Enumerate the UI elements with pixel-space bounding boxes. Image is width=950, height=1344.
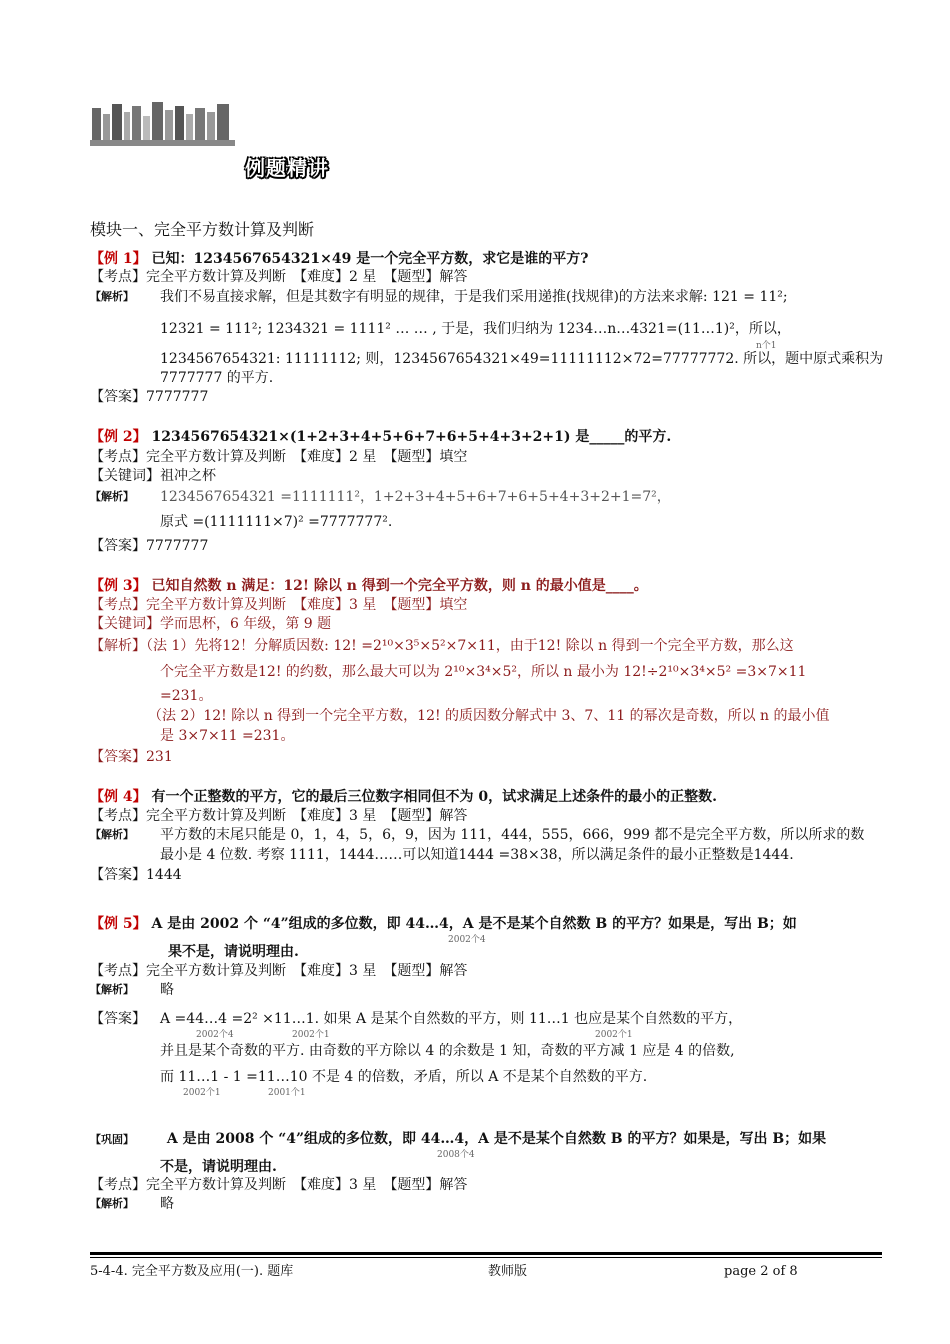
- footer-rule: [90, 1252, 882, 1255]
- consolidation-text: A 是由 2008 个 “4”组成的多位数，即 44…4，A 是不是某个自然数 B 的平方？如果是，写出 B；如果: [166, 1131, 827, 1147]
- example-4-meta: 【考点】完全平方数计算及判断 【难度】3 星 【题型】解答: [90, 808, 468, 824]
- example-2-jiexi-label: 【解析】: [90, 490, 134, 503]
- example-2-label: 【例 2】: [90, 429, 147, 445]
- example-5-answer-1: A =44…4 =2² ×11…1. 如果 A 是某个自然数的平方，则 11…1 也应是某个自然数的平方，: [160, 1011, 743, 1027]
- example-5-answer-2: 并且是某个奇数的平方. 由奇数的平方除以 4 的余数是 1 知，奇数的平方减 1 应是 4 的倍数,: [160, 1043, 735, 1059]
- example-1-solution-4: 7777777 的平方.: [160, 370, 274, 386]
- example-5-answer-1-sub-c: 2002个1: [595, 1030, 633, 1040]
- example-2-answer: 【答案】7777777: [90, 538, 209, 554]
- example-5-solution: 略: [160, 982, 174, 998]
- example-5-answer-1-sub-a: 2002个4: [196, 1030, 234, 1040]
- example-5-question-2: 果不是，请说明理由.: [168, 944, 299, 960]
- consolidation-label: 【巩固】: [90, 1133, 134, 1146]
- example-3-solution-2: 个完全平方数是12! 的约数，那么最大可以为 2¹⁰×3⁴×5²，所以 n 最小为 12!÷2¹⁰×3⁴×5² =3×7×11: [160, 664, 807, 680]
- section-title: 例题精讲: [245, 156, 329, 180]
- example-1-question: [90, 250, 588, 268]
- example-5-meta: 【考点】完全平方数计算及判断 【难度】3 星 【题型】解答: [90, 963, 468, 979]
- consolidation-solution: 略: [160, 1196, 174, 1212]
- consolidation-jiexi-label: 【解析】: [90, 1197, 134, 1210]
- footer-page: page 2 of 8: [724, 1264, 798, 1279]
- example-3-keyword: 【关键词】学而思杯，6 年级，第 9 题: [90, 616, 332, 632]
- example-3-solution-1: 【解析】（法 1）先将12！分解质因数: 12! =2¹⁰×3⁵×5²×7×11，由于12! 除以 n 得到一个完全平方数，那么这: [90, 638, 794, 654]
- consolidation-meta: 【考点】完全平方数计算及判断 【难度】3 星 【题型】解答: [90, 1177, 468, 1193]
- example-3-solution-3: =231。: [160, 688, 213, 704]
- example-3-text: 已知自然数 n 满足：12! 除以 n 得到一个完全平方数，则 n 的最小值是____。: [151, 578, 648, 594]
- example-5-answer-3-sub-b: 2001个1: [268, 1088, 306, 1098]
- consolidation-question-2: 不是，请说明理由.: [160, 1159, 277, 1175]
- example-5-text: A 是由 2002 个 “4”组成的多位数，即 44…4，A 是不是某个自然数 B 的平方？如果是，写出 B；如: [151, 916, 797, 932]
- example-5-answer-label: 【答案】: [90, 1011, 146, 1027]
- example-5-question-1: [90, 915, 797, 933]
- example-5-answer-1-sub-b: 2002个1: [292, 1030, 330, 1040]
- example-4-text: 有一个正整数的平方，它的最后三位数字相同但不为 0，试求满足上述条件的最小的正整数.: [151, 789, 717, 805]
- footer-left: 5-4-4. 完全平方数及应用(一). 题库: [90, 1264, 294, 1279]
- example-2-question: [90, 428, 671, 446]
- example-2-meta: 【考点】完全平方数计算及判断 【难度】2 星 【题型】填空: [90, 449, 468, 465]
- books-logo: [90, 100, 235, 148]
- example-1-text: 已知：1234567654321×49 是一个完全平方数，求它是谁的平方?: [151, 251, 589, 267]
- example-2-solution-1: 1234567654321 =1111111²，1+2+3+4+5+6+7+6+5+4+3+2+1=7²，: [160, 489, 671, 505]
- example-2-keyword: 【关键词】祖冲之杯: [90, 468, 216, 484]
- example-5-answer-3-sub-a: 2002个1: [183, 1088, 221, 1098]
- example-3-question: [90, 577, 648, 595]
- module-title: 模块一、完全平方数计算及判断: [90, 220, 315, 239]
- example-5-label: 【例 5】: [90, 916, 147, 932]
- example-1-label: 【例 1】: [90, 251, 147, 267]
- example-2-text: 1234567654321×(1+2+3+4+5+6+7+6+5+4+3+2+1) 是_____的平方.: [151, 429, 672, 445]
- consolidation-question-sub: 2008个4: [437, 1150, 475, 1160]
- example-1-solution-1: 我们不易直接求解，但是其数字有明显的规律，于是我们采用递推(找规律)的方法来求解: 121 = 11²;: [160, 289, 788, 305]
- example-4-answer: 【答案】1444: [90, 867, 182, 883]
- example-1-solution-3: 1234567654321: 11111112; 则，1234567654321×49=11111112×72=77777772. 所以，题中原式乘积为: [160, 351, 884, 367]
- example-1-meta: 【考点】完全平方数计算及判断 【难度】2 星 【题型】解答: [90, 269, 468, 285]
- example-4-jiexi-label: 【解析】: [90, 828, 134, 841]
- example-4-solution-2: 最小是 4 位数. 考察 1111，1444……可以知道1444 =38×38，所以满足条件的最小正整数是1444.: [160, 847, 794, 863]
- footer-center: 教师版: [488, 1264, 528, 1279]
- example-1-solution-2: 12321 = 111²; 1234321 = 1111² … … , 于是，我们归纳为 1234…n…4321=(11…1)²，所以，: [160, 321, 791, 337]
- example-1-jiexi-label: 【解析】: [90, 290, 134, 303]
- example-2-solution-2: 原式 =(1111111×7)² =7777777².: [160, 514, 393, 530]
- example-4-label: 【例 4】: [90, 789, 147, 805]
- example-3-meta: 【考点】完全平方数计算及判断 【难度】3 星 【题型】填空: [90, 597, 468, 613]
- example-1-answer: 【答案】7777777: [90, 389, 209, 405]
- example-4-solution-1: 平方数的末尾只能是 0，1，4，5，6，9，因为 111，444，555，666，999 都不是完全平方数，所以所求的数: [160, 827, 865, 843]
- example-3-solution-5: 是 3×7×11 =231。: [160, 728, 295, 744]
- example-5-jiexi-label: 【解析】: [90, 983, 134, 996]
- example-3-solution-4: （法 2）12! 除以 n 得到一个完全平方数，12! 的质因数分解式中 3、7、11 的幂次是奇数，所以 n 的最小值: [148, 708, 830, 724]
- example-4-question: [90, 788, 717, 806]
- example-5-question-sub: 2002个4: [448, 935, 486, 945]
- example-3-answer: 【答案】231: [90, 749, 173, 765]
- example-1-solution-2-sub: n个1: [756, 341, 777, 351]
- example-3-label: 【例 3】: [90, 578, 147, 594]
- footer-rule-thin: [90, 1257, 882, 1258]
- example-5-answer-3: 而 11…1 - 1 =11…10 不是 4 的倍数，矛盾，所以 A 不是某个自然数的平方.: [160, 1069, 648, 1085]
